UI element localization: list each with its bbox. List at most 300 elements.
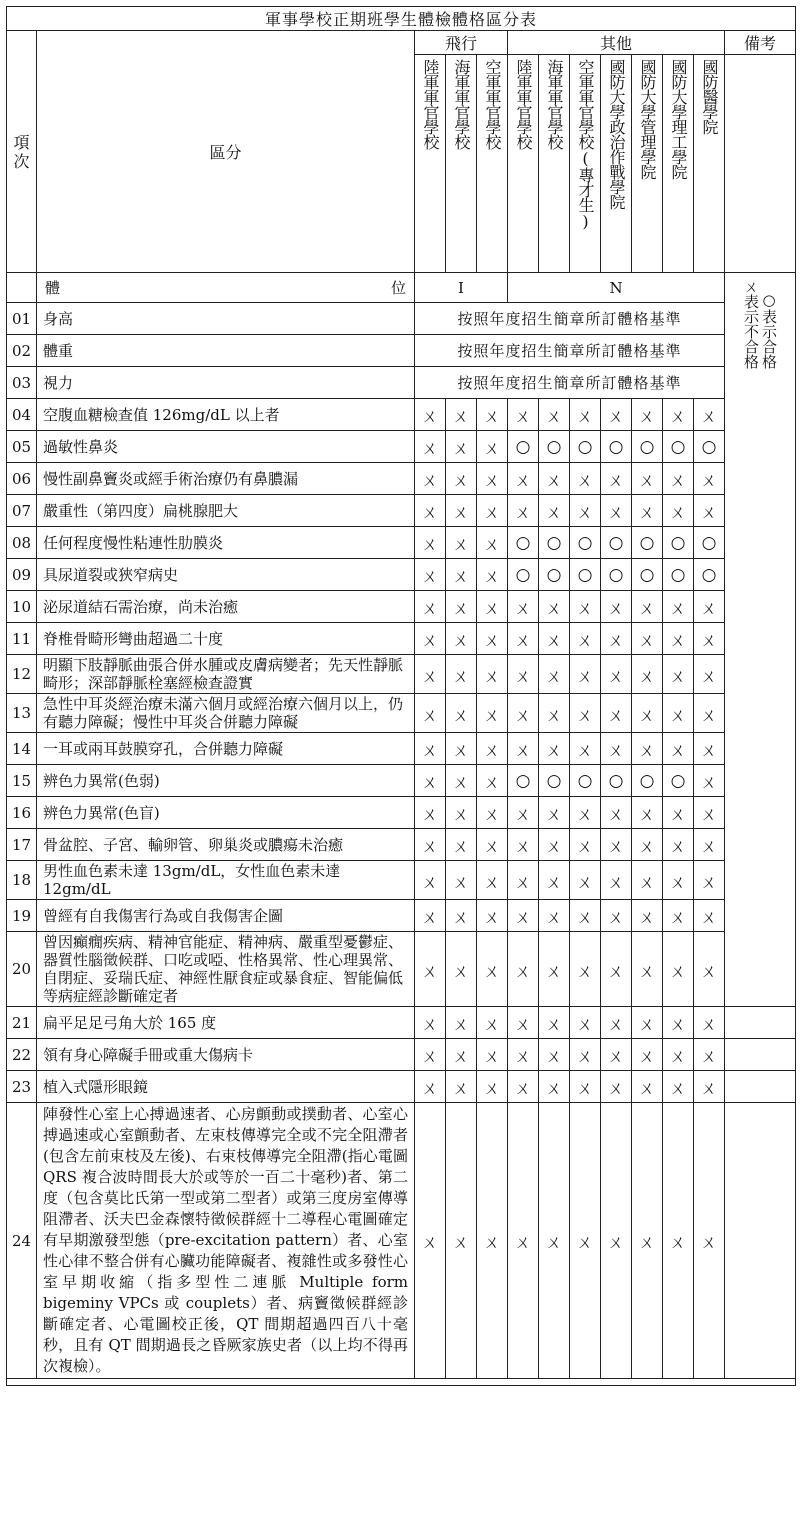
remark-pass-legend: ○表示合格 bbox=[760, 291, 778, 369]
item-number: 02 bbox=[7, 335, 37, 367]
condition-description: 骨盆腔、子宮、輸卵管、卵巢炎或膿瘍未治癒 bbox=[37, 829, 415, 861]
fail-mark: ㄨ bbox=[446, 495, 477, 527]
condition-description: 泌尿道結石需治療，尚未治癒 bbox=[37, 591, 415, 623]
fail-mark: ㄨ bbox=[632, 861, 663, 900]
pass-mark: ○ bbox=[663, 527, 694, 559]
item-number: 03 bbox=[7, 367, 37, 399]
table-row bbox=[7, 399, 796, 431]
fail-mark: ㄨ bbox=[539, 1071, 570, 1103]
fail-mark: ㄨ bbox=[570, 829, 601, 861]
fail-mark: ㄨ bbox=[601, 829, 632, 861]
fail-mark: ㄨ bbox=[570, 694, 601, 733]
remark-blank bbox=[725, 1007, 796, 1039]
condition-description: 男性血色素未達 13gm/dL，女性血色素未達 12gm/dL bbox=[37, 861, 415, 900]
pass-mark: ○ bbox=[632, 765, 663, 797]
item-number: 05 bbox=[7, 431, 37, 463]
school-column-header: 陸軍軍官學校 bbox=[508, 55, 539, 273]
fail-mark: ㄨ bbox=[477, 900, 508, 932]
fail-mark: ㄨ bbox=[415, 431, 446, 463]
fail-mark: ㄨ bbox=[632, 623, 663, 655]
fail-mark: ㄨ bbox=[446, 900, 477, 932]
fail-mark: ㄨ bbox=[601, 1039, 632, 1071]
pass-mark: ○ bbox=[539, 431, 570, 463]
fail-mark: ㄨ bbox=[446, 733, 477, 765]
item-number: 18 bbox=[7, 861, 37, 900]
fail-mark: ㄨ bbox=[694, 1071, 725, 1103]
condition-description: 嚴重性（第四度）扁桃腺肥大 bbox=[37, 495, 415, 527]
fail-mark: ㄨ bbox=[446, 431, 477, 463]
table-row bbox=[7, 367, 796, 399]
pass-mark: ○ bbox=[508, 527, 539, 559]
fail-mark: ㄨ bbox=[632, 1103, 663, 1379]
fail-mark: ㄨ bbox=[539, 932, 570, 1007]
fail-mark: ㄨ bbox=[663, 694, 694, 733]
fail-mark: ㄨ bbox=[539, 1103, 570, 1379]
fail-mark: ㄨ bbox=[539, 623, 570, 655]
fail-mark: ㄨ bbox=[632, 1007, 663, 1039]
pass-mark: ○ bbox=[632, 527, 663, 559]
fail-mark: ㄨ bbox=[663, 1103, 694, 1379]
fail-mark: ㄨ bbox=[694, 591, 725, 623]
fail-mark: ㄨ bbox=[570, 1039, 601, 1071]
fail-mark: ㄨ bbox=[508, 1071, 539, 1103]
fail-mark: ㄨ bbox=[663, 463, 694, 495]
fail-mark: ㄨ bbox=[477, 655, 508, 694]
fail-mark: ㄨ bbox=[663, 495, 694, 527]
table-row bbox=[7, 797, 796, 829]
condition-description: 視力 bbox=[37, 367, 415, 399]
fail-mark: ㄨ bbox=[570, 797, 601, 829]
pass-mark: ○ bbox=[663, 765, 694, 797]
fail-mark: ㄨ bbox=[539, 861, 570, 900]
fail-mark: ㄨ bbox=[694, 463, 725, 495]
pass-mark: ○ bbox=[632, 559, 663, 591]
item-number: 04 bbox=[7, 399, 37, 431]
fail-mark: ㄨ bbox=[539, 1039, 570, 1071]
table-row bbox=[7, 861, 796, 900]
fail-mark: ㄨ bbox=[570, 733, 601, 765]
fail-mark: ㄨ bbox=[694, 1007, 725, 1039]
fail-mark: ㄨ bbox=[415, 463, 446, 495]
condition-description: 急性中耳炎經治療未滿六個月或經治療六個月以上，仍有聽力障礙；慢性中耳炎合併聽力障礙 bbox=[37, 694, 415, 733]
condition-description: 扁平足足弓角大於 165 度 bbox=[37, 1007, 415, 1039]
fail-mark: ㄨ bbox=[415, 765, 446, 797]
fail-mark: ㄨ bbox=[477, 559, 508, 591]
table-row bbox=[7, 495, 796, 527]
fail-mark: ㄨ bbox=[632, 591, 663, 623]
fail-mark: ㄨ bbox=[632, 694, 663, 733]
fail-mark: ㄨ bbox=[694, 932, 725, 1007]
item-number: 15 bbox=[7, 765, 37, 797]
table-row bbox=[7, 829, 796, 861]
fail-mark: ㄨ bbox=[601, 655, 632, 694]
fail-mark: ㄨ bbox=[415, 1039, 446, 1071]
item-number: 06 bbox=[7, 463, 37, 495]
fail-mark: ㄨ bbox=[477, 932, 508, 1007]
fail-mark: ㄨ bbox=[570, 1071, 601, 1103]
fail-mark: ㄨ bbox=[477, 399, 508, 431]
requirements-body bbox=[7, 273, 796, 1386]
pass-mark: ○ bbox=[663, 431, 694, 463]
fail-mark: ㄨ bbox=[508, 1103, 539, 1379]
fail-mark: ㄨ bbox=[477, 495, 508, 527]
fail-mark: ㄨ bbox=[663, 623, 694, 655]
body-level-row bbox=[7, 273, 796, 303]
item-number-header: 項次 bbox=[7, 31, 37, 273]
fail-mark: ㄨ bbox=[446, 527, 477, 559]
pass-mark: ○ bbox=[601, 527, 632, 559]
fail-mark: ㄨ bbox=[415, 655, 446, 694]
fail-mark: ㄨ bbox=[663, 900, 694, 932]
fail-mark: ㄨ bbox=[539, 463, 570, 495]
fail-mark: ㄨ bbox=[632, 1071, 663, 1103]
fail-mark: ㄨ bbox=[539, 733, 570, 765]
fail-mark: ㄨ bbox=[446, 559, 477, 591]
fail-mark: ㄨ bbox=[539, 399, 570, 431]
fail-mark: ㄨ bbox=[446, 591, 477, 623]
pass-mark: ○ bbox=[570, 559, 601, 591]
remark-legend bbox=[725, 273, 796, 1007]
fail-mark: ㄨ bbox=[415, 559, 446, 591]
fail-mark: ㄨ bbox=[415, 932, 446, 1007]
remark-blank bbox=[725, 1071, 796, 1103]
fail-mark: ㄨ bbox=[601, 733, 632, 765]
fail-mark: ㄨ bbox=[508, 399, 539, 431]
condition-description: 辨色力異常(色弱) bbox=[37, 765, 415, 797]
fail-mark: ㄨ bbox=[508, 932, 539, 1007]
table-row bbox=[7, 335, 796, 367]
fail-mark: ㄨ bbox=[508, 1007, 539, 1039]
table-row bbox=[7, 765, 796, 797]
pass-mark: ○ bbox=[694, 559, 725, 591]
flight-group-header: 飛行 bbox=[415, 31, 508, 55]
fail-mark: ㄨ bbox=[601, 399, 632, 431]
fail-mark: ㄨ bbox=[446, 1007, 477, 1039]
fail-mark: ㄨ bbox=[508, 655, 539, 694]
pass-mark: ○ bbox=[694, 431, 725, 463]
fail-mark: ㄨ bbox=[446, 623, 477, 655]
fail-mark: ㄨ bbox=[415, 399, 446, 431]
fail-mark: ㄨ bbox=[477, 623, 508, 655]
fail-mark: ㄨ bbox=[570, 1007, 601, 1039]
pass-mark: ○ bbox=[663, 559, 694, 591]
item-number: 23 bbox=[7, 1071, 37, 1103]
fail-mark: ㄨ bbox=[415, 1103, 446, 1379]
fail-mark: ㄨ bbox=[632, 829, 663, 861]
fail-mark: ㄨ bbox=[570, 495, 601, 527]
fail-mark: ㄨ bbox=[632, 399, 663, 431]
fail-mark: ㄨ bbox=[539, 495, 570, 527]
table-footer-strip bbox=[7, 1379, 796, 1386]
fail-mark: ㄨ bbox=[632, 733, 663, 765]
fail-mark: ㄨ bbox=[694, 623, 725, 655]
fail-mark: ㄨ bbox=[477, 431, 508, 463]
fail-mark: ㄨ bbox=[663, 1071, 694, 1103]
other-group-header: 其他 bbox=[508, 31, 725, 55]
fail-mark: ㄨ bbox=[601, 797, 632, 829]
fail-mark: ㄨ bbox=[632, 797, 663, 829]
fail-mark: ㄨ bbox=[415, 900, 446, 932]
table-row bbox=[7, 1007, 796, 1039]
fail-mark: ㄨ bbox=[415, 829, 446, 861]
table-row bbox=[7, 694, 796, 733]
fail-mark: ㄨ bbox=[694, 829, 725, 861]
fail-mark: ㄨ bbox=[508, 694, 539, 733]
fail-mark: ㄨ bbox=[415, 797, 446, 829]
fail-mark: ㄨ bbox=[539, 591, 570, 623]
fail-mark: ㄨ bbox=[508, 623, 539, 655]
body-level-label: 體 位 bbox=[37, 273, 415, 303]
remark-blank bbox=[725, 1103, 796, 1379]
fail-mark: ㄨ bbox=[663, 932, 694, 1007]
fail-mark: ㄨ bbox=[601, 1071, 632, 1103]
school-column-header: 國防大學理工學院 bbox=[663, 55, 694, 273]
fail-mark: ㄨ bbox=[477, 694, 508, 733]
fail-mark: ㄨ bbox=[415, 733, 446, 765]
fail-mark: ㄨ bbox=[570, 399, 601, 431]
condition-description: 陣發性心室上心搏過速者、心房顫動或撲動者、心室心搏過速或心室顫動者、左束枝傳導完全或不完全阻滯者(包含左前束枝及左後)、右束枝傳導完全阻滯(指心電圖 QRS 複合波時間長大於或等於一百二十毫秒)者、第二度（包含莫比氏第一型或第二型者）或第三度房室傳導阻滯者、沃夫巴金森懷特徵候群經十二導程心電圖確定有早期激發型態（pre-excitation pattern）者、心室性心律不整合併有心臟功能障礙者、複雜性或多發性心室早期收縮（指多型性二連脈 Multiple form bigeminy VPCs 或 couplets）者、病竇徵候群經診斷確定者、心電圖校正後，QT 間期超過四百八十毫秒，且有 QT 間期過長之昏厥家族史者（以上均不得再次複檢）。 bbox=[37, 1103, 415, 1379]
fail-mark: ㄨ bbox=[601, 1007, 632, 1039]
school-column-header: 國防醫學院 bbox=[694, 55, 725, 273]
fail-mark: ㄨ bbox=[694, 694, 725, 733]
fail-mark: ㄨ bbox=[694, 900, 725, 932]
fail-mark: ㄨ bbox=[446, 694, 477, 733]
item-number: 22 bbox=[7, 1039, 37, 1071]
item-number: 13 bbox=[7, 694, 37, 733]
fail-mark: ㄨ bbox=[415, 527, 446, 559]
item-number: 17 bbox=[7, 829, 37, 861]
school-column-header: 海軍軍官學校 bbox=[446, 55, 477, 273]
table-row bbox=[7, 431, 796, 463]
fail-mark: ㄨ bbox=[508, 861, 539, 900]
fail-mark: ㄨ bbox=[663, 861, 694, 900]
body-level-number-blank bbox=[7, 273, 37, 303]
pass-mark: ○ bbox=[539, 559, 570, 591]
fail-mark: ㄨ bbox=[446, 797, 477, 829]
item-number: 24 bbox=[7, 1103, 37, 1379]
remark-blank bbox=[725, 1039, 796, 1071]
table-title: 軍事學校正期班學生體檢體格區分表 bbox=[7, 7, 796, 31]
item-number: 19 bbox=[7, 900, 37, 932]
school-column-header: 空軍軍官學校 bbox=[477, 55, 508, 273]
condition-description: 曾經有自我傷害行為或自我傷害企圖 bbox=[37, 900, 415, 932]
fail-mark: ㄨ bbox=[663, 1007, 694, 1039]
condition-description: 一耳或兩耳鼓膜穿孔，合併聽力障礙 bbox=[37, 733, 415, 765]
table-row bbox=[7, 527, 796, 559]
fail-mark: ㄨ bbox=[570, 932, 601, 1007]
fail-mark: ㄨ bbox=[570, 861, 601, 900]
fail-mark: ㄨ bbox=[601, 463, 632, 495]
fail-mark: ㄨ bbox=[508, 797, 539, 829]
fail-mark: ㄨ bbox=[694, 495, 725, 527]
remark-fail-legend: ㄨ表示不合格 bbox=[742, 279, 760, 369]
fail-mark: ㄨ bbox=[694, 797, 725, 829]
condition-description: 明顯下肢靜脈曲張合併水腫或皮膚病變者；先天性靜脈畸形；深部靜脈栓塞經檢查證實 bbox=[37, 655, 415, 694]
fail-mark: ㄨ bbox=[539, 655, 570, 694]
fail-mark: ㄨ bbox=[663, 591, 694, 623]
fail-mark: ㄨ bbox=[632, 932, 663, 1007]
fail-mark: ㄨ bbox=[539, 694, 570, 733]
fail-mark: ㄨ bbox=[539, 797, 570, 829]
school-column-header: 陸軍軍官學校 bbox=[415, 55, 446, 273]
fail-mark: ㄨ bbox=[694, 1103, 725, 1379]
fail-mark: ㄨ bbox=[632, 495, 663, 527]
condition-description: 具尿道裂或狹窄病史 bbox=[37, 559, 415, 591]
fail-mark: ㄨ bbox=[601, 900, 632, 932]
fail-mark: ㄨ bbox=[601, 1103, 632, 1379]
fail-mark: ㄨ bbox=[601, 623, 632, 655]
fail-mark: ㄨ bbox=[415, 1007, 446, 1039]
pass-mark: ○ bbox=[601, 559, 632, 591]
condition-description: 脊椎骨畸形彎曲超過二十度 bbox=[37, 623, 415, 655]
pass-mark: ○ bbox=[601, 765, 632, 797]
fail-mark: ㄨ bbox=[415, 623, 446, 655]
condition-description: 領有身心障礙手冊或重大傷病卡 bbox=[37, 1039, 415, 1071]
fail-mark: ㄨ bbox=[570, 655, 601, 694]
table-row bbox=[7, 932, 796, 1007]
item-number: 01 bbox=[7, 303, 37, 335]
fail-mark: ㄨ bbox=[415, 591, 446, 623]
fail-mark: ㄨ bbox=[508, 591, 539, 623]
fail-mark: ㄨ bbox=[632, 463, 663, 495]
fail-mark: ㄨ bbox=[570, 463, 601, 495]
item-number: 12 bbox=[7, 655, 37, 694]
pass-mark: ○ bbox=[508, 559, 539, 591]
fail-mark: ㄨ bbox=[694, 399, 725, 431]
condition-description: 身高 bbox=[37, 303, 415, 335]
fail-mark: ㄨ bbox=[694, 733, 725, 765]
fail-mark: ㄨ bbox=[694, 861, 725, 900]
pass-mark: ○ bbox=[508, 765, 539, 797]
pass-mark: ○ bbox=[694, 527, 725, 559]
fail-mark: ㄨ bbox=[446, 655, 477, 694]
fail-mark: ㄨ bbox=[601, 495, 632, 527]
remarks-header-blank bbox=[725, 55, 796, 273]
pass-mark: ○ bbox=[508, 431, 539, 463]
fail-mark: ㄨ bbox=[694, 1039, 725, 1071]
fail-mark: ㄨ bbox=[415, 1071, 446, 1103]
fail-mark: ㄨ bbox=[477, 1103, 508, 1379]
table-row bbox=[7, 733, 796, 765]
fail-mark: ㄨ bbox=[446, 861, 477, 900]
category-header: 區分 bbox=[37, 31, 415, 273]
fail-mark: ㄨ bbox=[446, 765, 477, 797]
table-row bbox=[7, 591, 796, 623]
fail-mark: ㄨ bbox=[601, 932, 632, 1007]
fail-mark: ㄨ bbox=[477, 463, 508, 495]
admission-standard-note: 按照年度招生簡章所訂體格基準 bbox=[415, 303, 725, 335]
fail-mark: ㄨ bbox=[477, 1007, 508, 1039]
fail-mark: ㄨ bbox=[415, 495, 446, 527]
table-row bbox=[7, 1039, 796, 1071]
pass-mark: ○ bbox=[632, 431, 663, 463]
item-number: 21 bbox=[7, 1007, 37, 1039]
fail-mark: ㄨ bbox=[477, 1071, 508, 1103]
fail-mark: ㄨ bbox=[508, 900, 539, 932]
condition-description: 辨色力異常(色盲) bbox=[37, 797, 415, 829]
school-column-header: 國防大學管理學院 bbox=[632, 55, 663, 273]
fail-mark: ㄨ bbox=[446, 399, 477, 431]
condition-description: 過敏性鼻炎 bbox=[37, 431, 415, 463]
fail-mark: ㄨ bbox=[663, 1039, 694, 1071]
fail-mark: ㄨ bbox=[477, 527, 508, 559]
admission-standard-note: 按照年度招生簡章所訂體格基準 bbox=[415, 367, 725, 399]
fail-mark: ㄨ bbox=[539, 1007, 570, 1039]
item-number: 10 bbox=[7, 591, 37, 623]
fail-mark: ㄨ bbox=[694, 765, 725, 797]
condition-description: 任何程度慢性粘連性肋膜炎 bbox=[37, 527, 415, 559]
condition-description: 植入式隱形眼鏡 bbox=[37, 1071, 415, 1103]
fail-mark: ㄨ bbox=[663, 399, 694, 431]
fail-mark: ㄨ bbox=[477, 765, 508, 797]
physical-classification-table bbox=[6, 6, 796, 1386]
item-number: 14 bbox=[7, 733, 37, 765]
fail-mark: ㄨ bbox=[446, 463, 477, 495]
fail-mark: ㄨ bbox=[663, 797, 694, 829]
fail-mark: ㄨ bbox=[570, 1103, 601, 1379]
pass-mark: ○ bbox=[570, 765, 601, 797]
fail-mark: ㄨ bbox=[508, 829, 539, 861]
item-number: 11 bbox=[7, 623, 37, 655]
item-number: 20 bbox=[7, 932, 37, 1007]
fail-mark: ㄨ bbox=[446, 829, 477, 861]
fail-mark: ㄨ bbox=[601, 694, 632, 733]
item-number: 09 bbox=[7, 559, 37, 591]
condition-description: 慢性副鼻竇炎或經手術治療仍有鼻膿漏 bbox=[37, 463, 415, 495]
fail-mark: ㄨ bbox=[570, 591, 601, 623]
pass-mark: ○ bbox=[539, 765, 570, 797]
table-row bbox=[7, 623, 796, 655]
pass-mark: ○ bbox=[570, 527, 601, 559]
condition-description: 空腹血糖檢查值 126mg/dL 以上者 bbox=[37, 399, 415, 431]
fail-mark: ㄨ bbox=[508, 463, 539, 495]
pass-mark: ○ bbox=[601, 431, 632, 463]
body-level-other: N bbox=[508, 273, 725, 303]
remarks-header: 備考 bbox=[725, 31, 796, 55]
condition-description: 體重 bbox=[37, 335, 415, 367]
body-level-flight: I bbox=[415, 273, 508, 303]
fail-mark: ㄨ bbox=[477, 829, 508, 861]
pass-mark: ○ bbox=[570, 431, 601, 463]
fail-mark: ㄨ bbox=[477, 797, 508, 829]
fail-mark: ㄨ bbox=[446, 1103, 477, 1379]
table-row bbox=[7, 463, 796, 495]
fail-mark: ㄨ bbox=[415, 861, 446, 900]
fail-mark: ㄨ bbox=[508, 733, 539, 765]
fail-mark: ㄨ bbox=[446, 932, 477, 1007]
fail-mark: ㄨ bbox=[570, 900, 601, 932]
fail-mark: ㄨ bbox=[663, 733, 694, 765]
footer-strip-cell bbox=[7, 1379, 796, 1386]
pass-mark: ○ bbox=[539, 527, 570, 559]
admission-standard-note: 按照年度招生簡章所訂體格基準 bbox=[415, 335, 725, 367]
fail-mark: ㄨ bbox=[539, 829, 570, 861]
fail-mark: ㄨ bbox=[570, 623, 601, 655]
fail-mark: ㄨ bbox=[694, 655, 725, 694]
item-number: 16 bbox=[7, 797, 37, 829]
table-row bbox=[7, 1103, 796, 1379]
fail-mark: ㄨ bbox=[508, 495, 539, 527]
fail-mark: ㄨ bbox=[663, 655, 694, 694]
table-row bbox=[7, 559, 796, 591]
fail-mark: ㄨ bbox=[632, 900, 663, 932]
school-column-header: 海軍軍官學校 bbox=[539, 55, 570, 273]
table-row bbox=[7, 900, 796, 932]
fail-mark: ㄨ bbox=[663, 829, 694, 861]
table-row bbox=[7, 303, 796, 335]
school-column-header: 國防大學政治作戰學院 bbox=[601, 55, 632, 273]
fail-mark: ㄨ bbox=[446, 1071, 477, 1103]
